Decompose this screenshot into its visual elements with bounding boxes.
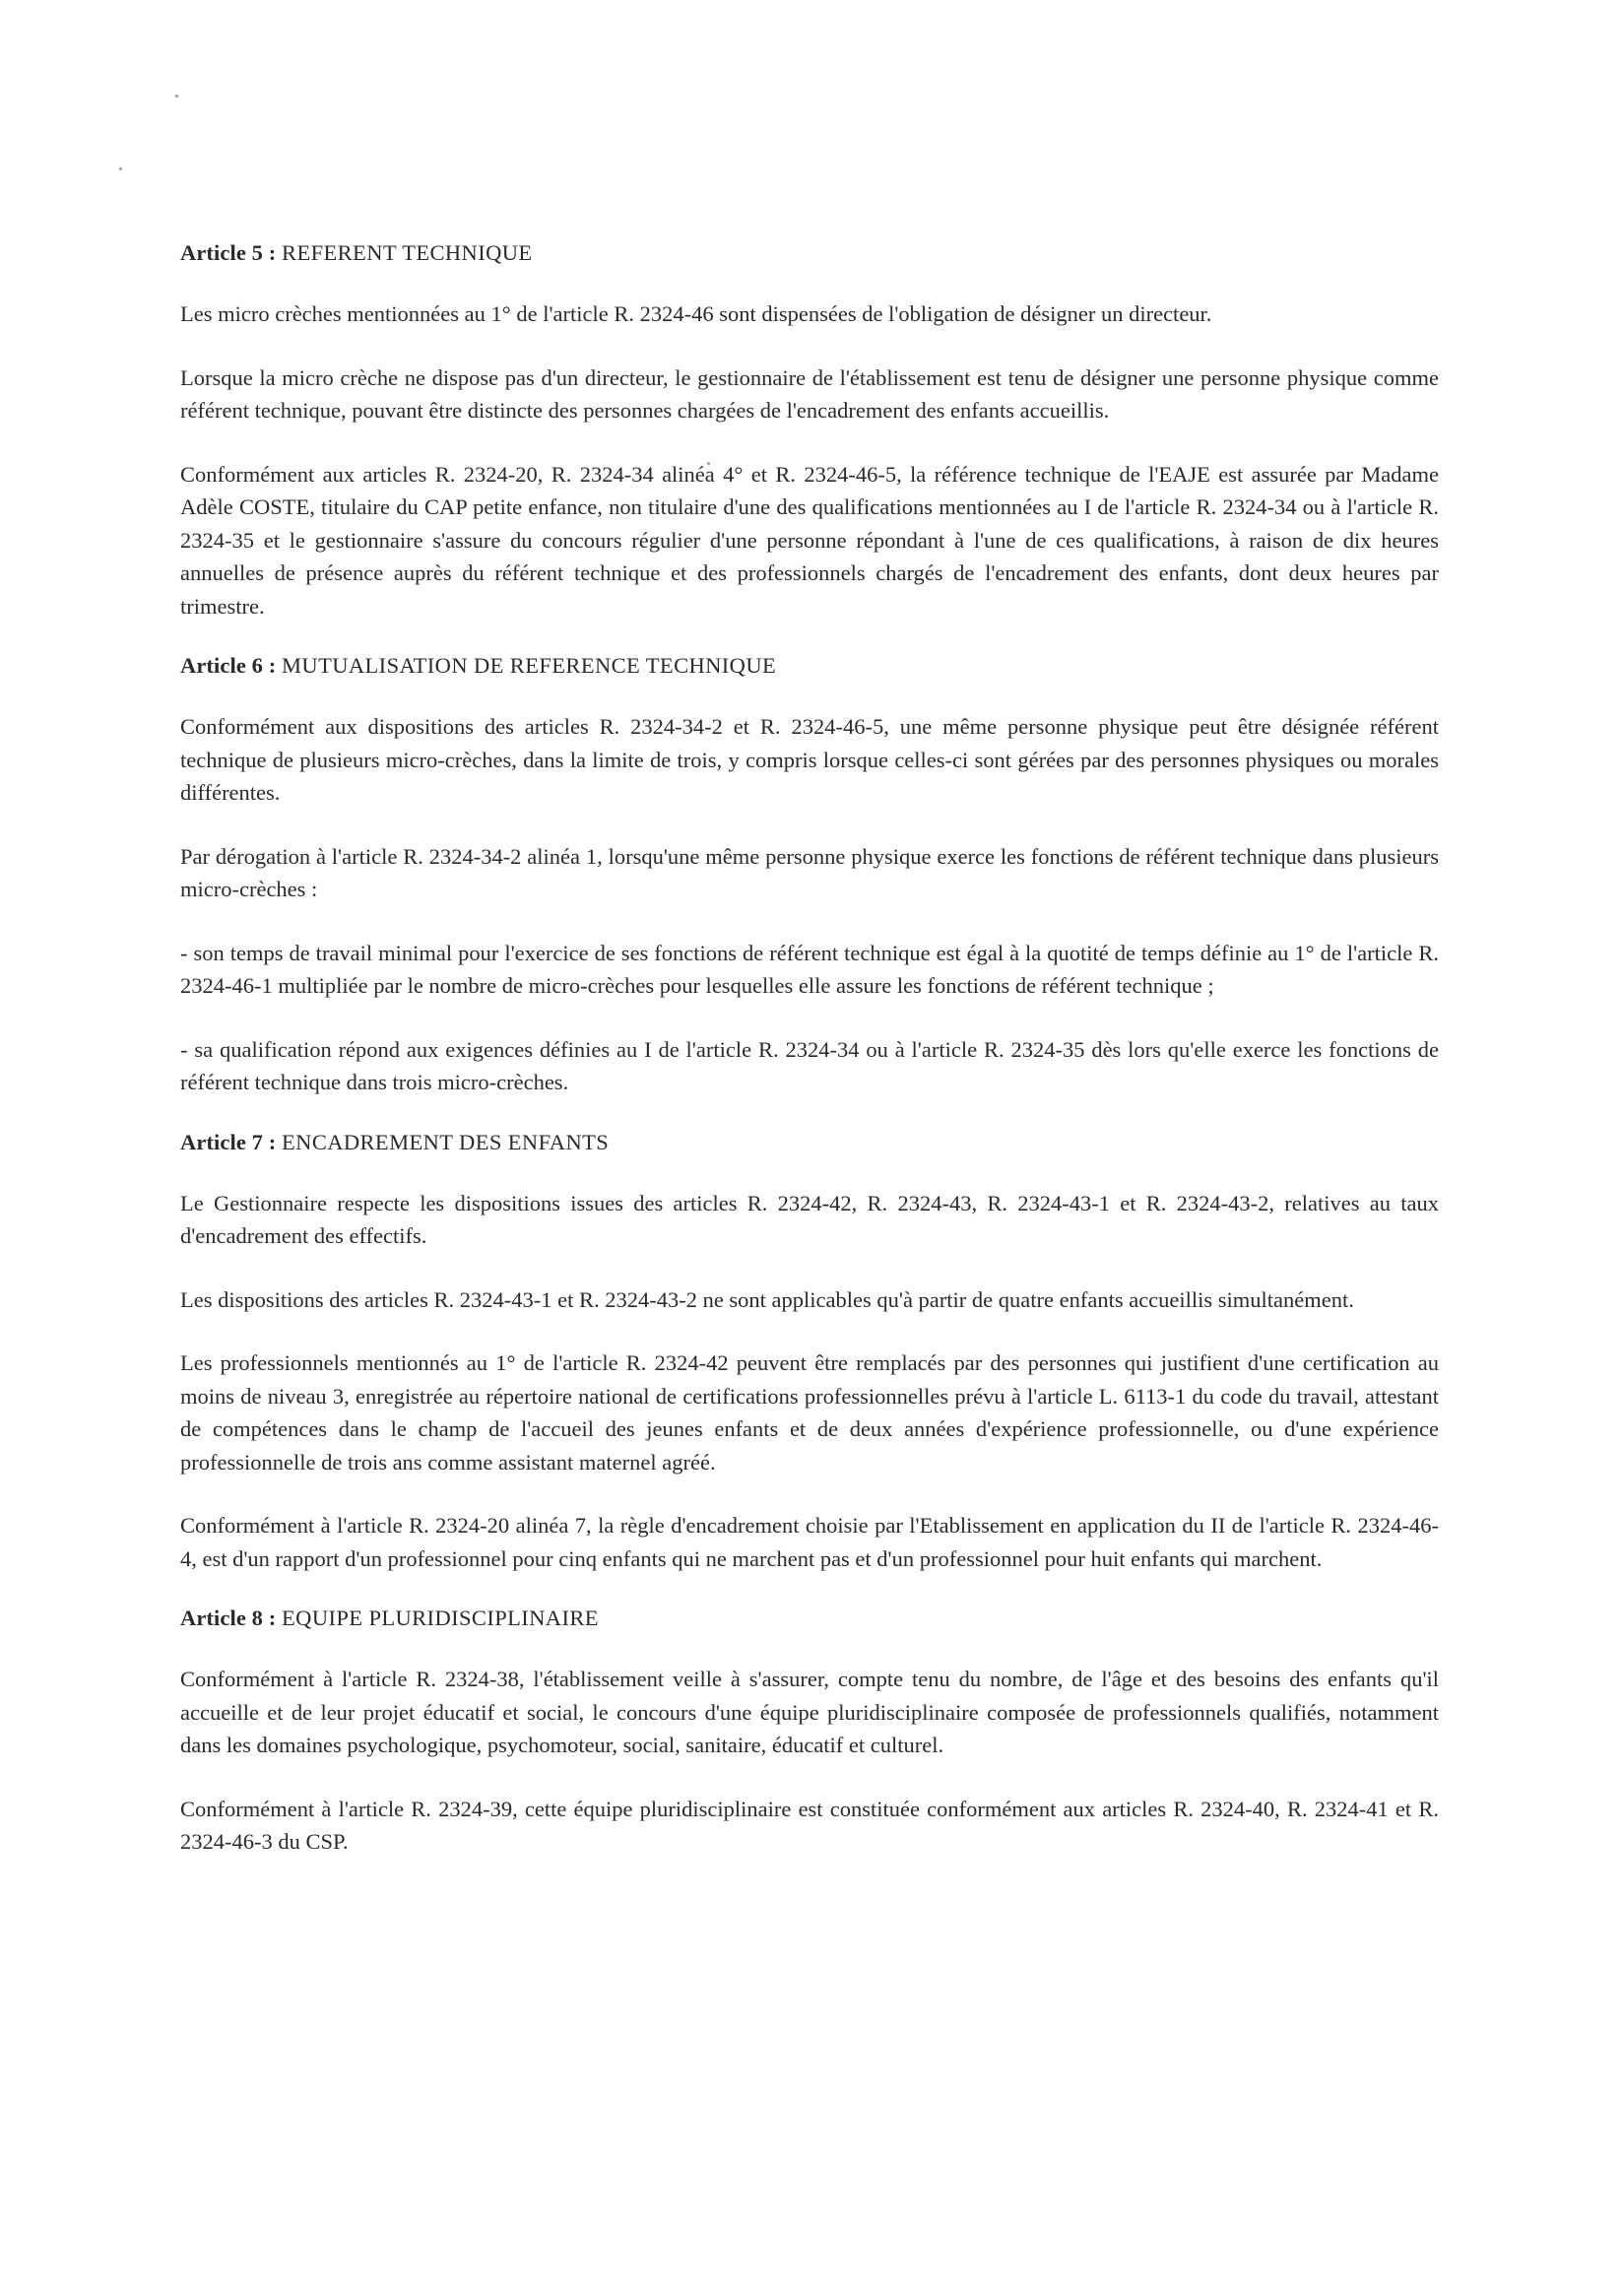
article-7 bbox=[180, 1126, 1439, 1576]
article-title: EQUIPE PLURIDISCIPLINAIRE bbox=[282, 1606, 599, 1630]
article-number: Article 5 : bbox=[180, 240, 283, 265]
scan-speck bbox=[119, 167, 122, 170]
scan-speck bbox=[175, 95, 178, 98]
paragraph: Conformément à l'article R. 2324-39, cette équipe pluridisciplinaire est constituée conformément aux articles R. 2324-40, R. 2324-41 et R. 2324-46-3 du CSP. bbox=[180, 1796, 1439, 1854]
paragraph: Conformément aux articles R. 2324-20, R. 2324-34 alinéa 4° et R. 2324-46-5, la référence technique de l'EAJE est assurée par Madame Adèle COSTE, titulaire du CAP petite enfance, non titulaire d'une des qualifications mentionnées au I de l'article R. 2324-34 ou à l'article R. 2324-35 et le gestionnaire s'assure du concours régulier d'une personne répondant à l'une de ces qualifications, à raison de dix heures annuelles de présence auprès du référent technique et des professionnels chargés de l'encadrement des enfants, dont deux heures par trimestre. bbox=[180, 461, 1439, 619]
article-heading bbox=[180, 1126, 1439, 1159]
article-5 bbox=[180, 236, 1439, 623]
paragraph: Les dispositions des articles R. 2324-43-1 et R. 2324-43-2 ne sont applicables qu'à partir de quatre enfants accueillis simultanément. bbox=[180, 1286, 1354, 1312]
article-heading bbox=[180, 1602, 1439, 1635]
article-8 bbox=[180, 1602, 1439, 1859]
document-page bbox=[180, 236, 1439, 1889]
paragraph: Conformément à l'article R. 2324-38, l'établissement veille à s'assurer, compte tenu du nombre, de l'âge et des besoins des enfants qu'il accueille et de leur projet éducatif et social, le concours d'une équipe pluridisciplinaire composée de professionnels qualifiés, notamment dans les domaines psychologique, psychomoteur, social, sanitaire, éducatif et culturel. bbox=[180, 1667, 1439, 1757]
paragraph: Par dérogation à l'article R. 2324-34-2 alinéa 1, lorsqu'une même personne physique exerce les fonctions de référent technique dans plusieurs micro-crèches : bbox=[180, 843, 1439, 901]
article-heading bbox=[180, 236, 1439, 270]
paragraph: Les professionnels mentionnés au 1° de l'article R. 2324-42 peuvent être remplacés par des personnes qui justifient d'une certification au moins de niveau 3, enregistrée au répertoire national de certifications professionnelles prévu à l'article L. 6113-1 du code du travail, attestant de compétences dans le champ de l'accueil des jeunes enfants et de deux années d'expérience professionnelle, ou d'une expérience professionnelle de trois ans comme assistant maternel agréé. bbox=[180, 1350, 1439, 1475]
article-heading bbox=[180, 649, 1439, 683]
paragraph: Conformément à l'article R. 2324-20 alinéa 7, la règle d'encadrement choisie par l'Etablissement en application du II de l'article R. 2324-46-4, est d'un rapport d'un professionnel pour cinq enfants qui ne marchent pas et d'un professionnel pour huit enfants qui marchent. bbox=[180, 1513, 1439, 1571]
article-title: ENCADREMENT DES ENFANTS bbox=[282, 1129, 610, 1154]
paragraph: Le Gestionnaire respecte les dispositions issues des articles R. 2324-42, R. 2324-43, R. 2324-43-1 et R. 2324-43-2, relatives au taux d'encadrement des effectifs. bbox=[180, 1190, 1439, 1248]
article-6 bbox=[180, 649, 1439, 1099]
article-number: Article 8 : bbox=[180, 1606, 283, 1630]
article-number: Article 6 : bbox=[180, 653, 283, 678]
paragraph: - son temps de travail minimal pour l'exercice de ses fonctions de référent technique est égal à la quotité de temps définie au 1° de l'article R. 2324-46-1 multipliée par le nombre de micro-crèches pour lesquelles elle assure les fonctions de référent technique ; bbox=[180, 940, 1439, 998]
article-title: REFERENT TECHNIQUE bbox=[282, 240, 533, 265]
article-title: MUTUALISATION DE REFERENCE TECHNIQUE bbox=[282, 653, 777, 678]
paragraph: Les micro crèches mentionnées au 1° de l'article R. 2324-46 sont dispensées de l'obligation de désigner un directeur. bbox=[180, 301, 1212, 326]
article-number: Article 7 : bbox=[180, 1129, 283, 1154]
paragraph: Conformément aux dispositions des articles R. 2324-34-2 et R. 2324-46-5, une même personne physique peut être désignée référent technique de plusieurs micro-crèches, dans la limite de trois, y compris lorsque celles-ci sont gérées par des personnes physiques ou morales différentes. bbox=[180, 714, 1439, 805]
paragraph: Lorsque la micro crèche ne dispose pas d'un directeur, le gestionnaire de l'établissement est tenu de désigner une personne physique comme référent technique, pouvant être distincte des personnes chargées de l'encadrement des enfants accueillis. bbox=[180, 364, 1439, 423]
paragraph: - sa qualification répond aux exigences définies au I de l'article R. 2324-34 ou à l'article R. 2324-35 dès lors qu'elle exerce les fonctions de référent technique dans trois micro-crèches. bbox=[180, 1036, 1439, 1094]
